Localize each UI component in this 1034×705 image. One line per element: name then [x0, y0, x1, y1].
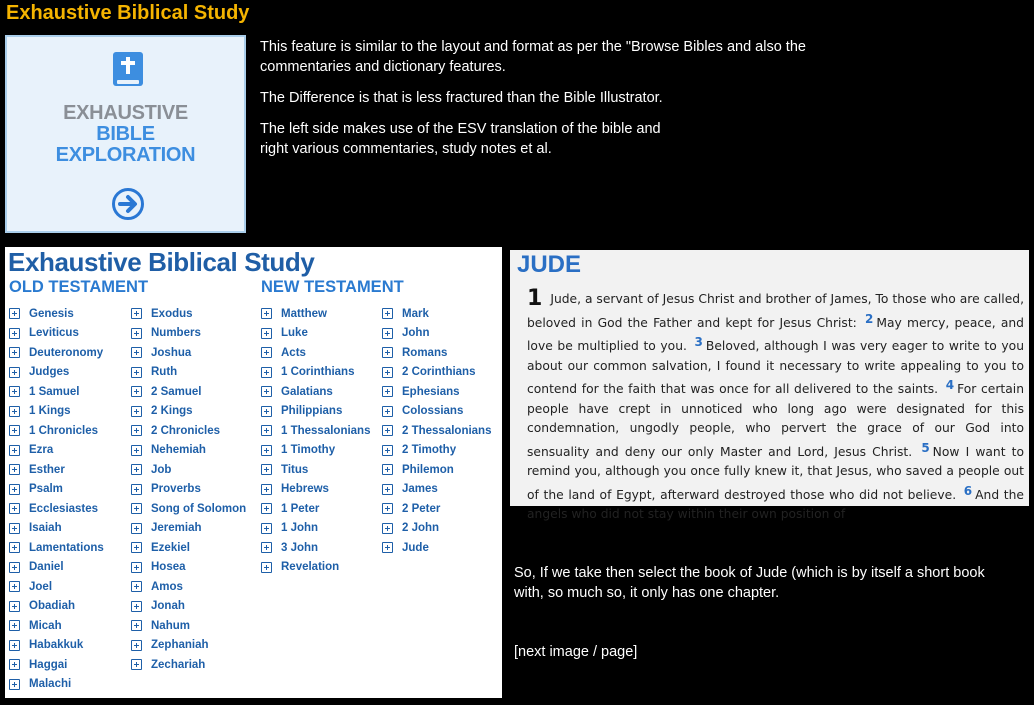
book-name: Amos: [151, 580, 183, 593]
expand-plus-icon[interactable]: [131, 640, 142, 651]
verse-number[interactable]: 4: [945, 378, 955, 392]
jude-reading-panel: [510, 250, 1029, 521]
book-link[interactable]: [382, 402, 491, 422]
expand-plus-icon[interactable]: [9, 659, 20, 670]
book-link[interactable]: [9, 499, 104, 519]
description-paragraph: This feature is similar to the layout and format as per the "Browse Bibles and also the commentaries and dictionary features.: [260, 39, 806, 75]
book-link[interactable]: [131, 304, 246, 324]
book-link[interactable]: [382, 382, 491, 402]
book-name: Matthew: [281, 307, 327, 320]
book-name: 2 Corinthians: [402, 366, 476, 379]
book-link[interactable]: [131, 636, 246, 656]
chapter-number: 1: [527, 286, 543, 311]
book-name: Zephaniah: [151, 639, 209, 652]
book-link[interactable]: [9, 480, 104, 500]
book-link[interactable]: [131, 421, 246, 441]
book-name: Joel: [29, 580, 53, 593]
description-line: right various commentaries, study notes et al.: [260, 141, 552, 157]
verse-text-4: For certain people have crept in unnoticed who long ago were designated for this condemnation, ungodly people, who pervert the grace of our God into sensuality and deny our only Master and Lord, Jesus Christ.: [527, 382, 1024, 459]
book-name: Lamentations: [29, 541, 104, 554]
book-link[interactable]: [382, 499, 491, 519]
study-panel-title: Exhaustive Biblical Study: [8, 247, 315, 277]
book-name: Judges: [29, 366, 70, 379]
book-name: Habakkuk: [29, 639, 84, 652]
book-name: Joshua: [151, 346, 192, 359]
expand-plus-icon[interactable]: [9, 406, 20, 417]
book-link[interactable]: [261, 441, 370, 461]
book-name: Proverbs: [151, 483, 201, 496]
book-name: Acts: [281, 346, 306, 359]
book-name: Mark: [402, 307, 429, 320]
book-link[interactable]: [131, 324, 246, 344]
expand-plus-icon[interactable]: [9, 328, 20, 339]
expand-plus-icon[interactable]: [131, 347, 142, 358]
bible-book-icon: [111, 51, 145, 94]
book-link[interactable]: [9, 363, 104, 383]
verse-text: [527, 286, 1025, 525]
book-link[interactable]: [382, 421, 491, 441]
book-link[interactable]: [9, 636, 104, 656]
book-link[interactable]: [382, 304, 491, 324]
book-name: 1 Timothy: [281, 444, 336, 457]
verse-text-6: And the angels who did not stay within their own position of: [527, 487, 1024, 521]
old-testament-heading: OLD TESTAMENT: [9, 278, 149, 296]
expand-plus-icon[interactable]: [382, 308, 393, 319]
book-name: Song of Solomon: [151, 502, 247, 515]
expand-plus-icon[interactable]: [9, 367, 20, 378]
expand-plus-icon[interactable]: [382, 523, 393, 534]
expand-plus-icon[interactable]: [382, 328, 393, 339]
book-link[interactable]: [9, 597, 104, 617]
verse-text-3: Beloved, although I was very eager to write to you about our common salvation, I found it necessary to write appealing to you to contend for the faith that was once for all delivered to the saints.: [527, 339, 1024, 396]
book-link[interactable]: [382, 324, 491, 344]
expand-plus-icon[interactable]: [382, 464, 393, 475]
expand-plus-icon[interactable]: [131, 425, 142, 436]
book-name: 1 John: [281, 522, 319, 535]
book-link[interactable]: [9, 441, 104, 461]
book-name: Leviticus: [29, 327, 79, 340]
expand-plus-icon[interactable]: [9, 464, 20, 475]
book-name: Nahum: [151, 619, 190, 632]
expand-plus-icon[interactable]: [382, 406, 393, 417]
card-line-bible: BIBLE: [96, 123, 155, 145]
book-link[interactable]: [131, 460, 246, 480]
expand-plus-icon[interactable]: [261, 425, 272, 436]
book-name: Obadiah: [29, 600, 76, 613]
expand-plus-icon[interactable]: [131, 386, 142, 397]
book-link[interactable]: [131, 616, 246, 636]
book-title: JUDE: [517, 251, 582, 278]
book-link[interactable]: [131, 343, 246, 363]
book-name: Philemon: [402, 463, 454, 476]
book-link[interactable]: [9, 558, 104, 578]
book-name: Titus: [281, 463, 309, 476]
book-name: Nehemiah: [151, 444, 206, 457]
book-name: Philippians: [281, 405, 343, 418]
book-name: Galatians: [281, 385, 333, 398]
expand-plus-icon[interactable]: [261, 308, 272, 319]
exhaustive-bible-exploration-card[interactable]: [5, 35, 246, 233]
book-link[interactable]: [9, 675, 104, 695]
book-name: 2 Kings: [151, 405, 193, 418]
expand-plus-icon[interactable]: [131, 503, 142, 514]
verse-number[interactable]: 5: [921, 440, 930, 455]
book-link[interactable]: [9, 343, 104, 363]
book-link[interactable]: [9, 460, 104, 480]
verse-number[interactable]: 3: [694, 335, 703, 349]
book-name: John: [402, 327, 430, 340]
book-name: James: [402, 483, 438, 496]
book-link[interactable]: [382, 538, 491, 558]
verse-number[interactable]: 2: [865, 311, 874, 326]
book-name: Hebrews: [281, 483, 329, 496]
expand-plus-icon[interactable]: [261, 445, 272, 456]
book-name: Numbers: [151, 327, 201, 340]
book-link[interactable]: [382, 343, 491, 363]
book-link[interactable]: [131, 441, 246, 461]
book-link[interactable]: [261, 402, 370, 422]
next-page-note: [next image / page]: [514, 644, 638, 660]
description-paragraph: The Difference is that is less fractured than the Bible Illustrator.: [260, 90, 663, 106]
book-link[interactable]: [261, 324, 370, 344]
book-name: 2 John: [402, 522, 440, 535]
book-link[interactable]: [261, 538, 370, 558]
old-testament-column-2: [131, 304, 246, 675]
book-name: Job: [151, 463, 172, 476]
book-name: Colossians: [402, 405, 464, 418]
verse-text-5: Now I want to remind you, although you once fully knew it, that Jesus, who saved a people out of the land of Egypt, afterward destroyed those who did not believe.: [527, 444, 1025, 502]
book-link[interactable]: [131, 577, 246, 597]
expand-plus-icon[interactable]: [261, 347, 272, 358]
expand-plus-icon[interactable]: [382, 542, 393, 553]
expand-plus-icon[interactable]: [131, 406, 142, 417]
book-link[interactable]: [131, 558, 246, 578]
book-name: Jude: [402, 541, 429, 554]
expand-plus-icon[interactable]: [9, 542, 20, 553]
book-link[interactable]: [9, 655, 104, 675]
expand-plus-icon[interactable]: [131, 367, 142, 378]
verse-number[interactable]: 6: [963, 483, 973, 498]
book-name: Malachi: [29, 678, 72, 691]
expand-plus-icon[interactable]: [9, 308, 20, 319]
expand-plus-icon[interactable]: [382, 367, 393, 378]
page-title: Exhaustive Biblical Study: [6, 2, 250, 24]
book-link[interactable]: [9, 304, 104, 324]
book-link[interactable]: [131, 363, 246, 383]
book-name: Exodus: [151, 307, 193, 320]
expand-plus-icon[interactable]: [382, 445, 393, 456]
book-link[interactable]: [261, 304, 370, 324]
book-link[interactable]: [261, 480, 370, 500]
expand-plus-icon[interactable]: [261, 542, 272, 553]
expand-plus-icon[interactable]: [261, 386, 272, 397]
book-name: Genesis: [29, 307, 74, 320]
book-link[interactable]: [382, 480, 491, 500]
book-name: 3 John: [281, 541, 319, 554]
expand-plus-icon[interactable]: [9, 503, 20, 514]
book-link[interactable]: [131, 382, 246, 402]
book-name: Ezra: [29, 444, 54, 457]
book-name: Revelation: [281, 561, 340, 574]
book-link[interactable]: [9, 577, 104, 597]
expand-plus-icon[interactable]: [9, 445, 20, 456]
book-link[interactable]: [261, 558, 370, 578]
new-testament-column-1: [261, 304, 370, 577]
expand-plus-icon[interactable]: [261, 562, 272, 573]
book-name: 2 Thessalonians: [402, 424, 492, 437]
expand-plus-icon[interactable]: [131, 464, 142, 475]
expand-plus-icon[interactable]: [9, 386, 20, 397]
book-link[interactable]: [261, 421, 370, 441]
book-name: Psalm: [29, 483, 63, 496]
book-name: Ephesians: [402, 385, 460, 398]
book-link[interactable]: [131, 402, 246, 422]
book-link[interactable]: [9, 402, 104, 422]
expand-plus-icon[interactable]: [261, 464, 272, 475]
arrow-circle-right-icon[interactable]: [111, 187, 145, 226]
book-link[interactable]: [9, 538, 104, 558]
book-name: 1 Peter: [281, 502, 320, 515]
expand-plus-icon[interactable]: [9, 425, 20, 436]
book-link[interactable]: [382, 441, 491, 461]
book-name: 2 Timothy: [402, 444, 457, 457]
expand-plus-icon[interactable]: [382, 484, 393, 495]
book-name: Micah: [29, 619, 62, 632]
expand-plus-icon[interactable]: [9, 640, 20, 651]
old-testament-column-1: [9, 304, 104, 694]
book-link[interactable]: [131, 499, 246, 519]
book-link[interactable]: [382, 363, 491, 383]
book-name: Ezekiel: [151, 541, 190, 554]
expand-plus-icon[interactable]: [9, 347, 20, 358]
book-name: 2 Peter: [402, 502, 441, 515]
book-name: Esther: [29, 463, 65, 476]
expand-plus-icon[interactable]: [9, 581, 20, 592]
book-link[interactable]: [9, 382, 104, 402]
book-link[interactable]: [9, 421, 104, 441]
book-link[interactable]: [9, 324, 104, 344]
expand-plus-icon[interactable]: [261, 406, 272, 417]
book-name: 1 Chronicles: [29, 424, 99, 437]
book-name: 1 Thessalonians: [281, 424, 371, 437]
book-name: Ecclesiastes: [29, 502, 99, 515]
book-link[interactable]: [261, 499, 370, 519]
expand-plus-icon[interactable]: [131, 601, 142, 612]
book-link[interactable]: [382, 460, 491, 480]
card-line-exhaustive: EXHAUSTIVE: [63, 102, 188, 124]
description-line: The left side makes use of the ESV translation of the bible and: [260, 121, 661, 137]
book-name: Daniel: [29, 561, 64, 574]
expand-plus-icon[interactable]: [9, 620, 20, 631]
book-link[interactable]: [9, 519, 104, 539]
expand-plus-icon[interactable]: [382, 425, 393, 436]
expand-plus-icon[interactable]: [9, 679, 20, 690]
card-line-exploration: EXPLORATION: [55, 144, 196, 166]
book-name: Haggai: [29, 658, 68, 671]
expand-plus-icon[interactable]: [131, 484, 142, 495]
expand-plus-icon[interactable]: [261, 484, 272, 495]
book-link[interactable]: [131, 538, 246, 558]
expand-plus-icon[interactable]: [131, 659, 142, 670]
book-name: 2 Samuel: [151, 385, 202, 398]
expand-plus-icon[interactable]: [261, 367, 272, 378]
book-name: 1 Kings: [29, 405, 71, 418]
book-link[interactable]: [382, 519, 491, 539]
expand-plus-icon[interactable]: [9, 562, 20, 573]
book-name: Hosea: [151, 561, 186, 574]
book-link[interactable]: [261, 460, 370, 480]
expand-plus-icon[interactable]: [261, 328, 272, 339]
expand-plus-icon[interactable]: [131, 445, 142, 456]
expand-plus-icon[interactable]: [382, 347, 393, 358]
biblical-study-panel: [5, 247, 502, 698]
book-link[interactable]: [261, 382, 370, 402]
book-link[interactable]: [131, 597, 246, 617]
expand-plus-icon[interactable]: [261, 503, 272, 514]
expand-plus-icon[interactable]: [9, 523, 20, 534]
expand-plus-icon[interactable]: [131, 581, 142, 592]
expand-plus-icon[interactable]: [9, 601, 20, 612]
new-testament-heading: NEW TESTAMENT: [261, 278, 404, 296]
expand-plus-icon[interactable]: [131, 542, 142, 553]
verse-text-2: May mercy, peace, and love be multiplied to you.: [527, 315, 1024, 353]
explanation-note: So, If we take then select the book of Jude (which is by itself a short book with, so much so, it only has one chapter.: [514, 565, 985, 601]
expand-plus-icon[interactable]: [261, 523, 272, 534]
expand-plus-icon[interactable]: [131, 620, 142, 631]
expand-plus-icon[interactable]: [131, 328, 142, 339]
book-link[interactable]: [261, 519, 370, 539]
expand-plus-icon[interactable]: [382, 503, 393, 514]
expand-plus-icon[interactable]: [131, 308, 142, 319]
book-link[interactable]: [9, 616, 104, 636]
new-testament-column-2: [382, 304, 491, 558]
book-name: 1 Corinthians: [281, 366, 355, 379]
book-name: 1 Samuel: [29, 385, 80, 398]
book-link[interactable]: [131, 480, 246, 500]
book-name: Jonah: [151, 600, 185, 613]
feature-description: [260, 37, 860, 170]
verse-text-1: Jude, a servant of Jesus Christ and brother of James, To those who are called, beloved in God the Father and kept for Jesus Christ:: [527, 292, 1024, 330]
book-name: Deuteronomy: [29, 346, 104, 359]
book-name: Luke: [281, 327, 308, 340]
book-link[interactable]: [131, 655, 246, 675]
book-link[interactable]: [131, 519, 246, 539]
book-name: Ruth: [151, 366, 178, 379]
book-name: Jeremiah: [151, 522, 202, 535]
description-paragraph: [260, 119, 860, 159]
book-link[interactable]: [261, 363, 370, 383]
expand-plus-icon[interactable]: [9, 484, 20, 495]
book-link[interactable]: [261, 343, 370, 363]
book-name: 2 Chronicles: [151, 424, 221, 437]
book-name: Zechariah: [151, 658, 206, 671]
expand-plus-icon[interactable]: [131, 562, 142, 573]
book-name: Isaiah: [29, 522, 62, 535]
expand-plus-icon[interactable]: [131, 523, 142, 534]
expand-plus-icon[interactable]: [382, 386, 393, 397]
book-name: Romans: [402, 346, 448, 359]
